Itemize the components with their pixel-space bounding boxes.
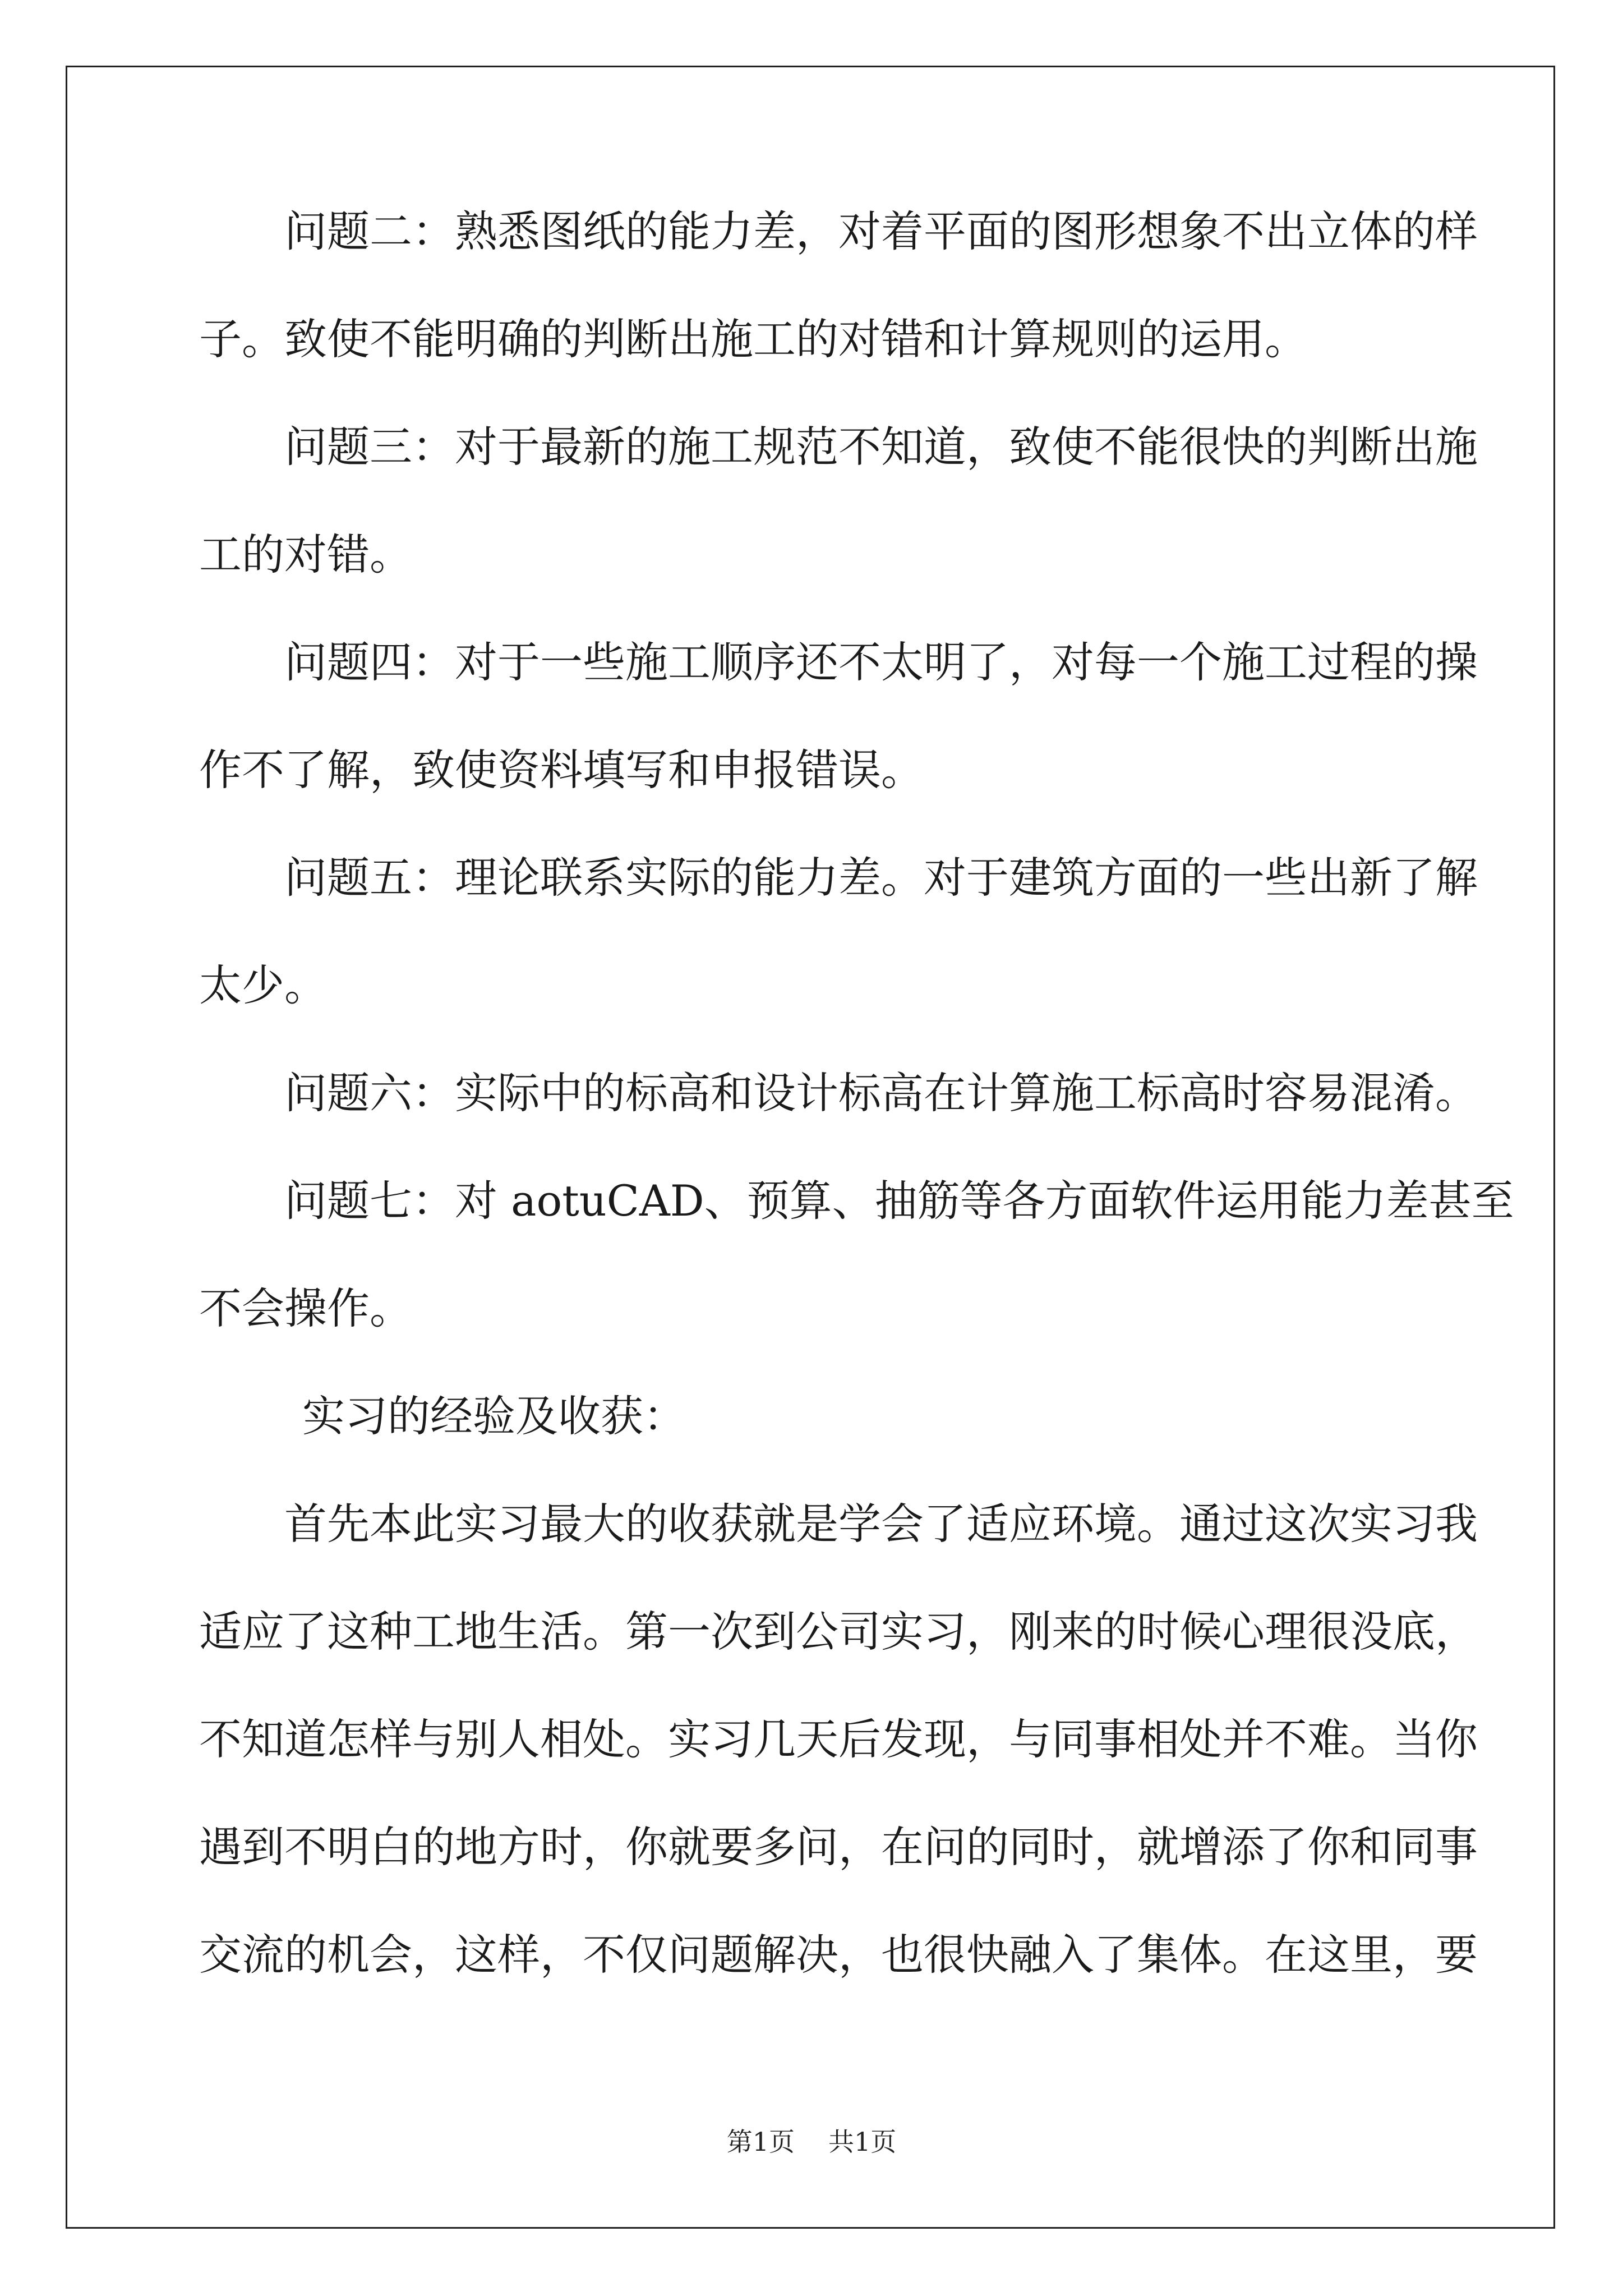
page-footer (0, 2126, 1623, 2157)
section-heading: 实习的经验及收获： (302, 1391, 686, 1441)
text-line: 不会操作。 (199, 1283, 412, 1333)
text-line: 问题六：实际中的标高和设计标高在计算施工标高时容易混淆。 (284, 1068, 1478, 1118)
text-line: 交流的机会，这样，不仅问题解决，也很快融入了集体。在这里，要 (199, 1930, 1478, 1980)
text-line: 子。致使不能明确的判断出施工的对错和计算规则的运用。 (199, 314, 1307, 364)
text-line: 问题二：熟悉图纸的能力差，对着平面的图形想象不出立体的样 (284, 206, 1478, 256)
text-line: 问题七：对 aotuCAD、预算、抽筋等各方面软件运用能力差甚至 (284, 1176, 1514, 1226)
page-number-current: 第1页 (726, 2127, 795, 2157)
text-line: 适应了这种工地生活。第一次到公司实习，刚来的时候心理很没底， (199, 1607, 1478, 1657)
page-number-total: 共1页 (828, 2127, 897, 2157)
text-line: 问题三：对于最新的施工规范不知道，致使不能很快的判断出施 (284, 422, 1478, 472)
text-line: 工的对错。 (199, 530, 412, 579)
text-line: 作不了解，致使资料填写和申报错误。 (199, 745, 924, 795)
document-body (199, 205, 1514, 1982)
text-line: 问题四：对于一些施工顺序还不太明了，对每一个施工过程的操 (284, 637, 1478, 687)
text-line: 遇到不明白的地方时，你就要多问，在问的同时，就增添了你和同事 (199, 1822, 1478, 1872)
text-line: 首先本此实习最大的收获就是学会了适应环境。通过这次实习我 (284, 1499, 1478, 1549)
text-line: 不知道怎样与别人相处。实习几天后发现，与同事相处并不难。当你 (199, 1714, 1478, 1764)
text-line: 太少。 (199, 960, 327, 1010)
text-line: 问题五：理论联系实际的能力差。对于建筑方面的一些出新了解 (284, 853, 1478, 903)
